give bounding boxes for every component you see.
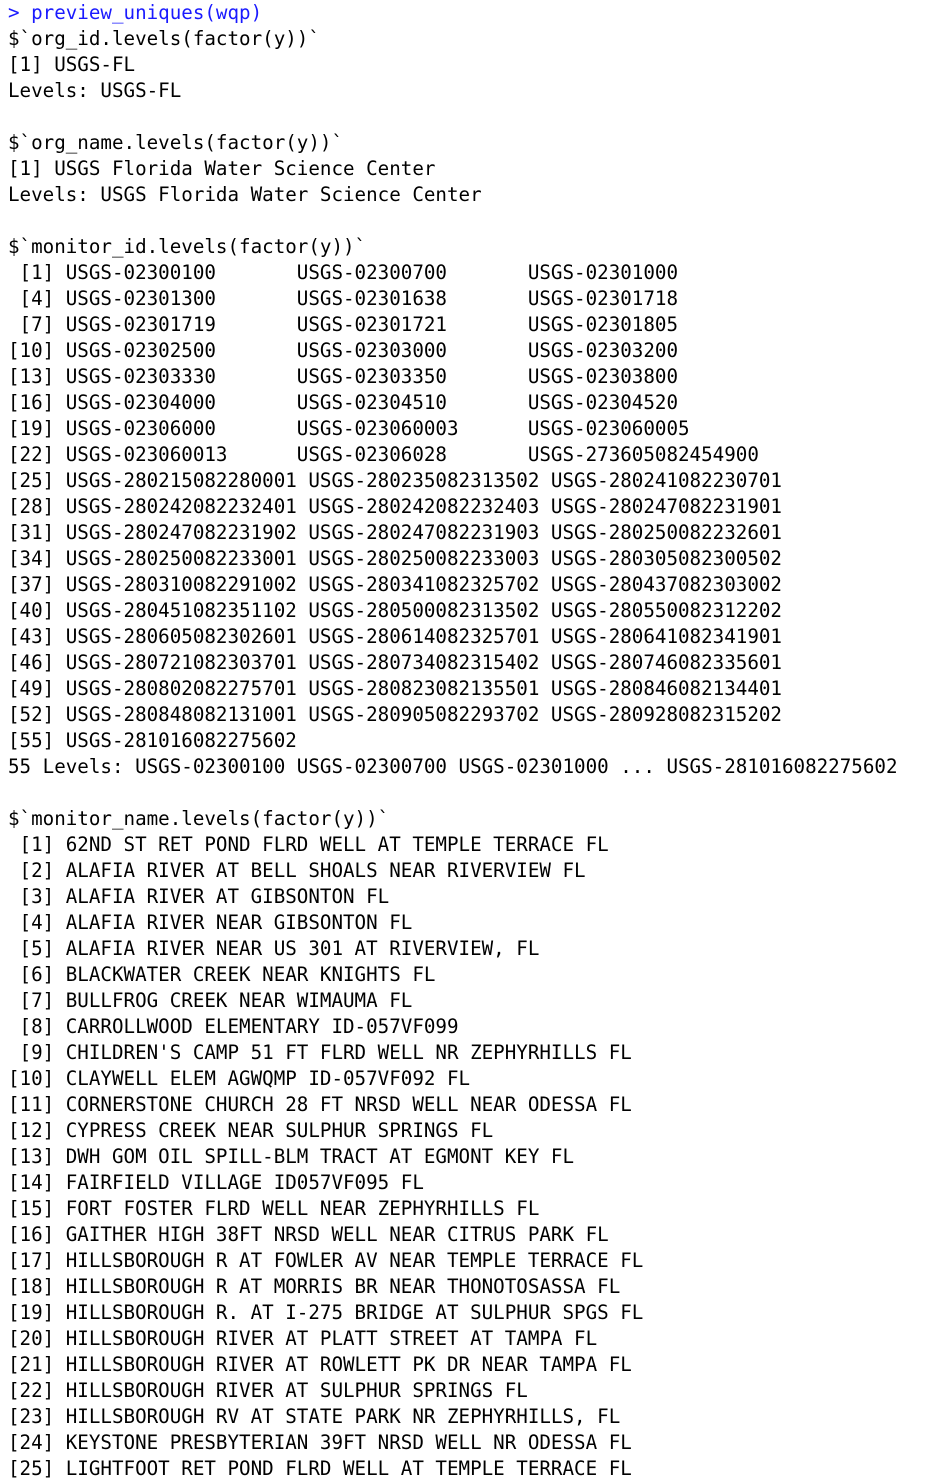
output-line: [25] LIGHTFOOT RET POND FLRD WELL AT TEMPLE TERRACE FL [8, 1457, 632, 1480]
output-line: [13] DWH GOM OIL SPILL-BLM TRACT AT EGMONT KEY FL [8, 1145, 575, 1168]
output-line: [55] USGS-281016082275602 [8, 729, 297, 752]
output-line: [13] USGS-02303330 USGS-02303350 USGS-02303800 [8, 365, 679, 388]
output-line: [19] HILLSBOROUGH R. AT I-275 BRIDGE AT SULPHUR SPGS FL [8, 1301, 644, 1324]
output-line: [25] USGS-280215082280001 USGS-280235082313502 USGS-280241082230701 [8, 469, 782, 492]
output-line: [9] CHILDREN'S CAMP 51 FT FLRD WELL NR ZEPHYRHILLS FL [8, 1041, 632, 1064]
console-output [8, 26, 948, 1482]
output-line: [24] KEYSTONE PRESBYTERIAN 39FT NRSD WELL NR ODESSA FL [8, 1431, 632, 1454]
output-line: [5] ALAFIA RIVER NEAR US 301 AT RIVERVIEW, FL [8, 937, 540, 960]
output-line: [1] USGS Florida Water Science Center [8, 157, 436, 180]
output-line: [21] HILLSBOROUGH RIVER AT ROWLETT PK DR NEAR TAMPA FL [8, 1353, 632, 1376]
output-line: [7] BULLFROG CREEK NEAR WIMAUMA FL [8, 989, 413, 1012]
output-line: [18] HILLSBOROUGH R AT MORRIS BR NEAR THONOTOSASSA FL [8, 1275, 621, 1298]
output-line: [28] USGS-280242082232401 USGS-280242082232403 USGS-280247082231901 [8, 495, 782, 518]
output-line: [4] ALAFIA RIVER NEAR GIBSONTON FL [8, 911, 413, 934]
output-line: [12] CYPRESS CREEK NEAR SULPHUR SPRINGS FL [8, 1119, 494, 1142]
console-command-line: > preview_uniques(wqp) [8, 1, 263, 24]
output-line: [11] CORNERSTONE CHURCH 28 FT NRSD WELL NEAR ODESSA FL [8, 1093, 632, 1116]
output-line: [16] GAITHER HIGH 38FT NRSD WELL NEAR CITRUS PARK FL [8, 1223, 609, 1246]
output-line: [22] USGS-023060013 USGS-02306028 USGS-273605082454900 [8, 443, 759, 466]
output-line: [1] USGS-FL [8, 53, 136, 76]
output-line: [49] USGS-280802082275701 USGS-280823082135501 USGS-280846082134401 [8, 677, 782, 700]
output-line: [52] USGS-280848082131001 USGS-280905082293702 USGS-280928082315202 [8, 703, 782, 726]
output-line: [4] USGS-02301300 USGS-02301638 USGS-02301718 [8, 287, 679, 310]
blank-line [8, 104, 948, 130]
output-line: [34] USGS-280250082233001 USGS-280250082233003 USGS-280305082300502 [8, 547, 782, 570]
output-line: [43] USGS-280605082302601 USGS-280614082325701 USGS-280641082341901 [8, 625, 782, 648]
output-line: [8] CARROLLWOOD ELEMENTARY ID-057VF099 [8, 1015, 459, 1038]
output-line: [19] USGS-02306000 USGS-023060003 USGS-023060005 [8, 417, 690, 440]
output-line: [6] BLACKWATER CREEK NEAR KNIGHTS FL [8, 963, 436, 986]
output-line: $`org_name.levels(factor(y))` [8, 131, 344, 154]
output-line: [46] USGS-280721082303701 USGS-280734082315402 USGS-280746082335601 [8, 651, 782, 674]
output-line: [2] ALAFIA RIVER AT BELL SHOALS NEAR RIVERVIEW FL [8, 859, 586, 882]
output-line: [22] HILLSBOROUGH RIVER AT SULPHUR SPRINGS FL [8, 1379, 528, 1402]
output-line: [23] HILLSBOROUGH RV AT STATE PARK NR ZEPHYRHILLS, FL [8, 1405, 621, 1428]
output-line: [3] ALAFIA RIVER AT GIBSONTON FL [8, 885, 390, 908]
output-line: $`org_id.levels(factor(y))` [8, 27, 320, 50]
output-line: [1] USGS-02300100 USGS-02300700 USGS-02301000 [8, 261, 679, 284]
output-line: 55 Levels: USGS-02300100 USGS-02300700 USGS-02301000 ... USGS-281016082275602 [8, 755, 898, 778]
output-line: [14] FAIRFIELD VILLAGE ID057VF095 FL [8, 1171, 424, 1194]
output-line: [1] 62ND ST RET POND FLRD WELL AT TEMPLE TERRACE FL [8, 833, 609, 856]
output-line: Levels: USGS-FL [8, 79, 182, 102]
output-line: [10] CLAYWELL ELEM AGWQMP ID-057VF092 FL [8, 1067, 471, 1090]
output-line: [20] HILLSBOROUGH RIVER AT PLATT STREET AT TAMPA FL [8, 1327, 598, 1350]
output-line: $`monitor_name.levels(factor(y))` [8, 807, 390, 830]
output-line: $`monitor_id.levels(factor(y))` [8, 235, 367, 258]
blank-line [8, 208, 948, 234]
output-line: Levels: USGS Florida Water Science Center [8, 183, 482, 206]
output-line: [31] USGS-280247082231902 USGS-280247082231903 USGS-280250082232601 [8, 521, 782, 544]
output-line: [37] USGS-280310082291002 USGS-280341082325702 USGS-280437082303002 [8, 573, 782, 596]
output-line: [10] USGS-02302500 USGS-02303000 USGS-02303200 [8, 339, 679, 362]
output-line: [7] USGS-02301719 USGS-02301721 USGS-02301805 [8, 313, 679, 336]
output-line: [15] FORT FOSTER FLRD WELL NEAR ZEPHYRHILLS FL [8, 1197, 540, 1220]
output-line: [17] HILLSBOROUGH R AT FOWLER AV NEAR TEMPLE TERRACE FL [8, 1249, 644, 1272]
blank-line [8, 780, 948, 806]
output-line: [16] USGS-02304000 USGS-02304510 USGS-02304520 [8, 391, 679, 414]
output-line: [40] USGS-280451082351102 USGS-280500082313502 USGS-280550082312202 [8, 599, 782, 622]
